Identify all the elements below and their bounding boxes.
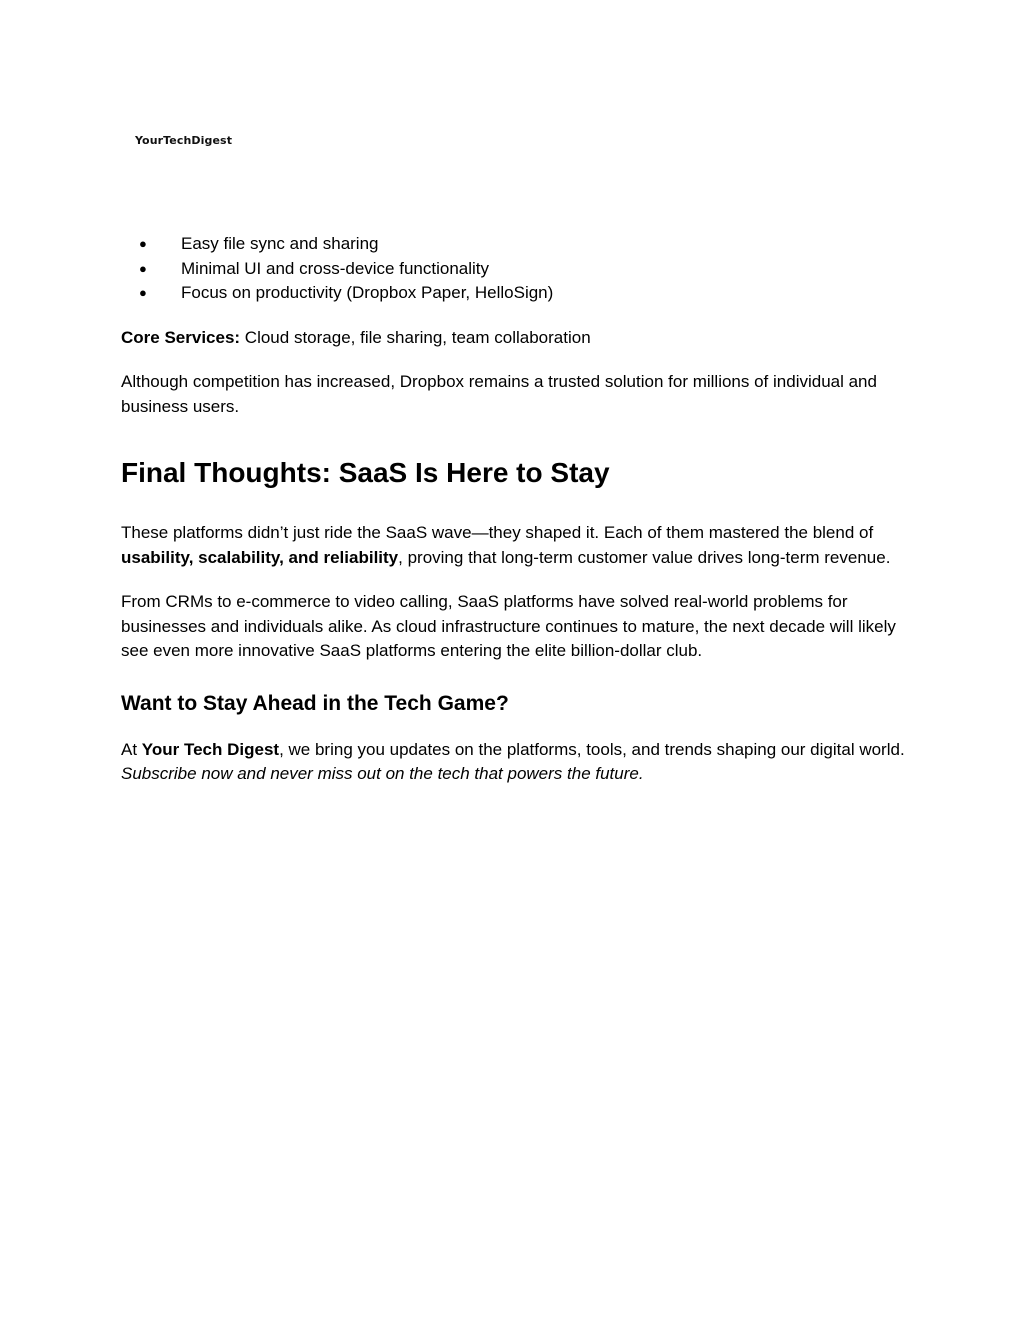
platforms-bold-text: usability, scalability, and reliability <box>121 547 399 567</box>
list-item-text: Focus on productivity (Dropbox Paper, HelloSign) <box>181 283 554 302</box>
platforms-text-end: , proving that long-term customer value drives long-term revenue. <box>398 547 891 567</box>
stay-ahead-heading: Want to Stay Ahead in the Tech Game? <box>121 691 509 715</box>
core-services-label: Core Services: <box>121 327 241 347</box>
site-logo: YourTechDigest <box>135 134 233 147</box>
platforms-text-start: These platforms didn’t just ride the SaaS wave—they shaped it. Each of them mastered the blend of <box>121 523 874 542</box>
document-body <box>121 232 911 787</box>
core-services-paragraph <box>121 326 911 351</box>
final-thoughts-heading: Final Thoughts: SaaS Is Here to Stay <box>121 457 610 488</box>
list-item-text: Easy file sync and sharing <box>181 234 379 253</box>
list-item <box>121 232 911 257</box>
subscribe-paragraph <box>121 738 911 787</box>
at-suffix: , we bring you updates on the platforms, tools, and trends shaping our digital world. <box>279 739 905 759</box>
brand-name: Your Tech Digest <box>141 739 280 759</box>
bullet-icon: ● <box>139 236 147 251</box>
at-prefix: At <box>121 739 142 759</box>
platforms-paragraph <box>121 521 911 570</box>
bullet-icon: ● <box>139 260 147 276</box>
bullet-icon: ● <box>139 285 147 300</box>
competition-paragraph: Although competition has increased, Dropbox remains a trusted solution for millions of individual and business users. <box>121 372 877 416</box>
feature-list <box>121 232 911 306</box>
list-item <box>121 281 911 306</box>
core-services-text: Cloud storage, file sharing, team collaboration <box>240 327 591 347</box>
list-item-text: Minimal UI and cross-device functionality <box>181 258 490 278</box>
subscribe-line: Subscribe now and never miss out on the tech that powers the future. <box>121 764 644 783</box>
list-item <box>121 257 911 282</box>
crms-paragraph: From CRMs to e-commerce to video calling, SaaS platforms have solved real-world problems for businesses and individuals alike. As cloud infrastructure continues to mature, the next decade will likely see even more innovative SaaS platforms entering the elite billion-dollar club. <box>121 592 896 660</box>
